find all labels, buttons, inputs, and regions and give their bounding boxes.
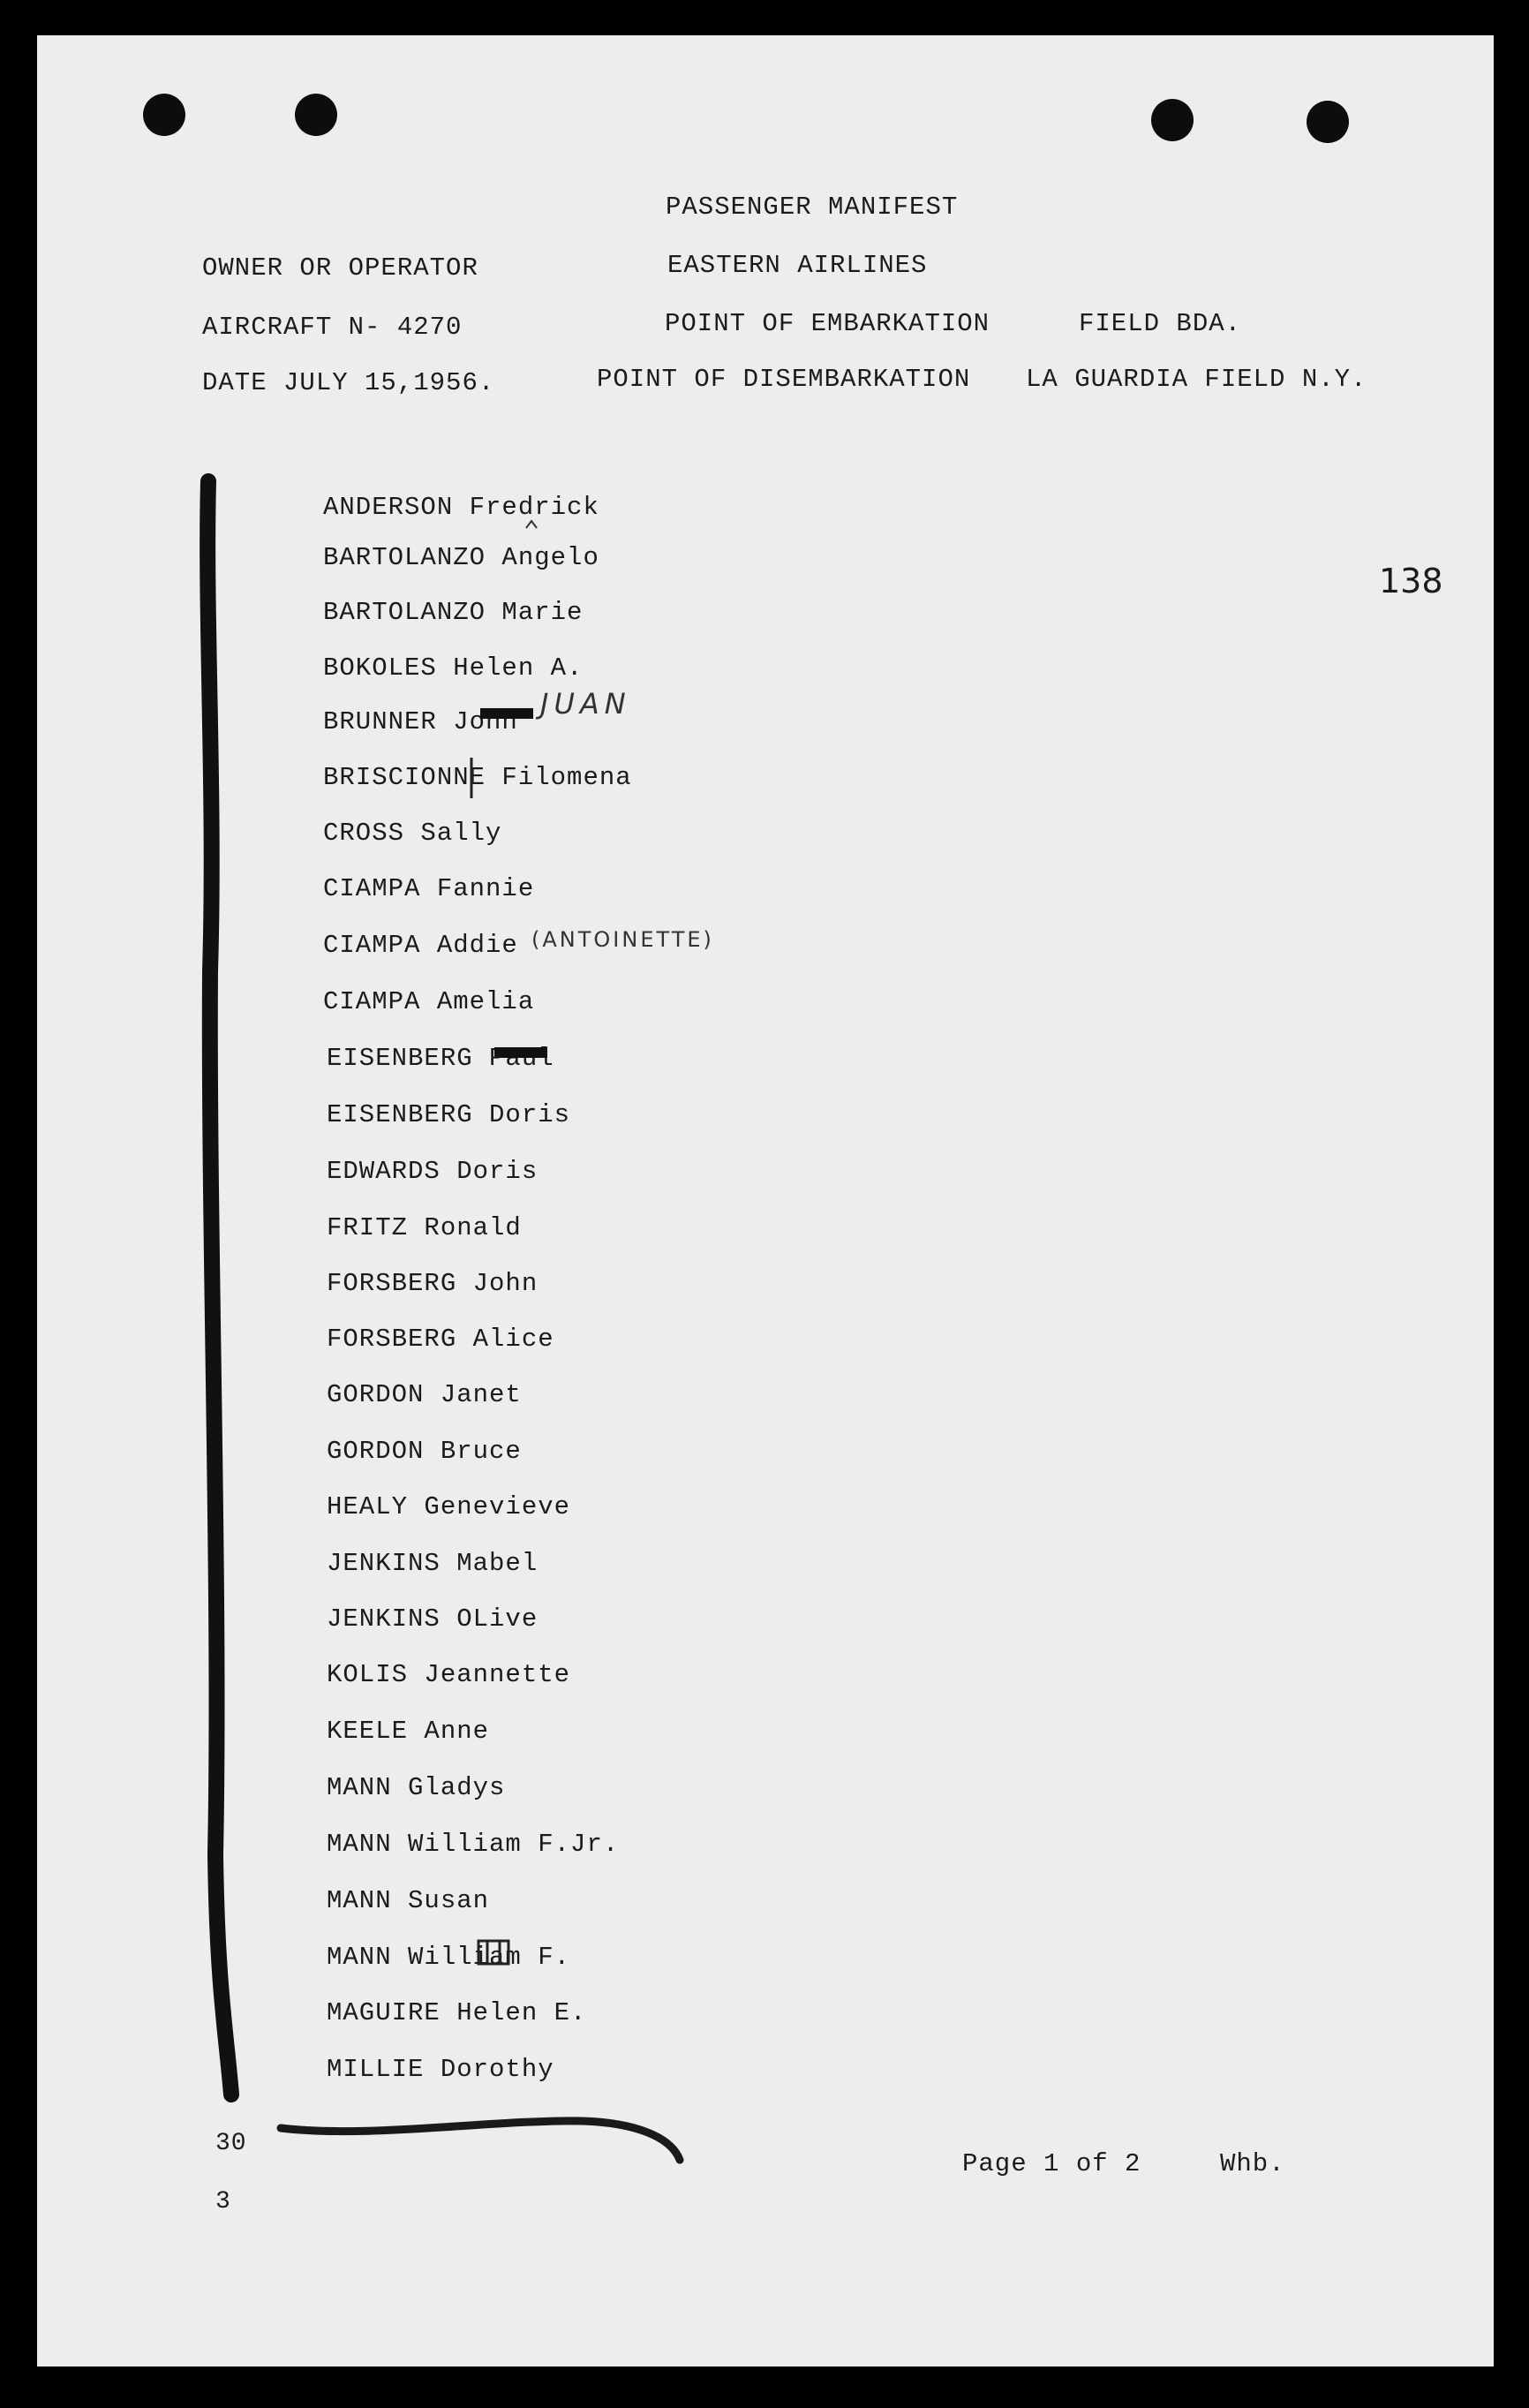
embarkation-label: POINT OF EMBARKATION xyxy=(665,309,990,338)
accent-mark xyxy=(526,521,537,528)
passenger-name: KOLIS Jeannette xyxy=(327,1660,571,1689)
bottom-underline-stroke xyxy=(281,2121,680,2160)
passenger-name: KEELE Anne xyxy=(327,1717,490,1746)
passenger-name: EDWARDS Doris xyxy=(327,1157,539,1186)
owner-value: EASTERN AIRLINES xyxy=(667,251,928,280)
aircraft-number: AIRCRAFT N- 4270 xyxy=(202,313,463,342)
passenger-name: BOKOLES Helen A. xyxy=(323,653,584,683)
passenger-count: 30 xyxy=(215,2130,247,2157)
passenger-name: CIAMPA Amelia xyxy=(323,987,535,1016)
passenger-name: GORDON Janet xyxy=(327,1380,522,1409)
passenger-name: FORSBERG Alice xyxy=(327,1325,554,1354)
passenger-name: CROSS Sally xyxy=(323,819,502,848)
passenger-name: BARTOLANZO Angelo xyxy=(323,543,599,572)
page-number: Page 1 of 2 xyxy=(962,2149,1141,2178)
clerk-initials: Whb. xyxy=(1220,2149,1285,2178)
stamp-number: 138 xyxy=(1379,562,1443,600)
owner-label: OWNER OR OPERATOR xyxy=(202,253,478,283)
manifest-title: PASSENGER MANIFEST xyxy=(666,192,959,222)
passenger-name: ANDERSON Fredrick xyxy=(323,493,599,522)
manifest-date: DATE JULY 15,1956. xyxy=(202,368,495,397)
passenger-name: CIAMPA Addie xyxy=(323,931,518,960)
embarkation-value: FIELD BDA. xyxy=(1079,309,1242,338)
disembarkation-label: POINT OF DISEMBARKATION xyxy=(597,365,971,394)
handwritten-note-brunner: JUAN xyxy=(540,687,631,721)
passenger-name: EISENBERG Paul xyxy=(327,1044,554,1073)
passenger-name: FORSBERG John xyxy=(327,1269,539,1298)
passenger-count-note: 3 xyxy=(215,2188,231,2216)
passenger-name: MANN William F. xyxy=(327,1943,571,1972)
strike-mark xyxy=(478,1941,508,1964)
passenger-name: JENKINS OLive xyxy=(327,1604,539,1634)
passenger-name: GORDON Bruce xyxy=(327,1437,522,1466)
passenger-name: MANN Susan xyxy=(327,1886,490,1915)
passenger-name: CIAMPA Fannie xyxy=(323,874,535,903)
passenger-name: EISENBERG Doris xyxy=(327,1100,571,1129)
passenger-name: JENKINS Mabel xyxy=(327,1549,539,1578)
disembarkation-value: LA GUARDIA FIELD N.Y. xyxy=(1026,365,1367,394)
handwritten-note-addie: (ANTOINETTE) xyxy=(531,927,714,952)
passenger-name: BRISCIONNE Filomena xyxy=(323,763,632,792)
passenger-name: HEALY Genevieve xyxy=(327,1492,571,1521)
passenger-name: MAGUIRE Helen E. xyxy=(327,1998,587,2027)
passenger-name: MANN Gladys xyxy=(327,1773,506,1802)
passenger-name: MANN William F.Jr. xyxy=(327,1830,620,1859)
passenger-name: FRITZ Ronald xyxy=(327,1213,522,1242)
passenger-name: BARTOLANZO Marie xyxy=(323,598,584,627)
left-margin-bracket xyxy=(207,481,231,2095)
passenger-name: BRUNNER John xyxy=(323,707,518,736)
passenger-name: MILLIE Dorothy xyxy=(327,2055,554,2084)
